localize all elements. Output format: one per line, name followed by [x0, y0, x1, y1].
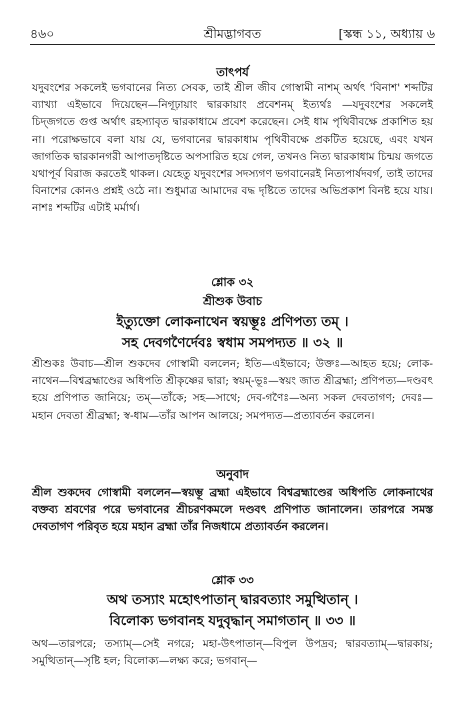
verse-32-speaker: শ্রীশুক উবাচ [203, 294, 262, 308]
verse-32-translation: শ্রীল শুকদেব গোস্বামী বললেন—স্বয়ম্ভূ ব্রহ্মা এইভাবে বিশ্বব্রহ্মাণ্ডের অধিপতি লোকনাথের বক্তব্য শ্রবণের পরে ভগবানের শ্রীচরণকমলে দণ্ডবৎ প্রণিপাত জানালেন। তারপরে সমস্ত দেবতাগণ পরিবৃত হয়ে মহান ব্রহ্মা তাঁর নিজধামে প্রত্যাবর্তন করলেন। [32, 486, 433, 534]
verse-33-line-1: অথ তস্যাং মহোৎপাতান্‌ দ্বারবত্যাং সমুত্থিতান্‌ । [106, 592, 359, 608]
verse-32-heading: শ্লোক ৩২ [211, 275, 254, 289]
verse-32-line-2: সহ দেবগণৈর্দেবঃ স্বধাম সমপদ্যত ॥ ৩২ ॥ [122, 335, 343, 351]
purport-paragraph: যদুবংশের সকলেই ভগবানের নিত্য সেবক, তাই শ্রীল জীব গোস্বামী নাশম্‌ অর্থৎ 'বিনাশ' শব্দটির ব্যাখ্যা এইভাবে দিয়েছেন—নিগূঢ়ায়াং দ্বারকায়াং প্রবেশনম্‌ ইত্যর্থঃ —যদুবংশের সকলেই চিদ্‌জগতে গুপ্ত অর্থাৎ রহস্যাবৃত দ্বারকাধামে প্রবেশ করেছেন। সেই ধাম পৃথিবীবক্ষে প্রকাশিত হয় না। পরোক্ষভাবে বলা যায় যে, ভগবানের দ্বারকাধাম পৃথিবীবক্ষে প্রকটিত হয়েছে, এবং যখন জাগতিক দ্বারকানগরী আপাতদৃষ্টিতে অপসারিত হয়ে গেল, তখনও নিত্য দ্বারকাধাম চিন্ময় জগতে যথাপূর্ব বিরাজ করতেই থাকল। যেহেতু যদুবংশের সদস্যগণ ভগবানেরই নিত্যপার্ষদবর্গ, তাই তাদের বিনাশের কোনও প্রশ্নই ওঠে না। শুধুমাত্র আমাদের বদ্ধ দৃষ্টিতে তাদের অভিপ্রকাশ বিনষ্ট হয়ে যায়। নাশঃ শব্দটির এটাই মর্মার্থ। [32, 82, 433, 215]
verse-32-synonyms: শ্রীশুকঃ উবাচ—শ্রীল শুকদেব গোস্বামী বললেন; ইতি—এইভাবে; উক্তঃ—আহত হয়ে; লোক-নাথেন—বিশ্বব্রহ্মাণ্ডের অধিপতি শ্রীকৃষ্ণের দ্বারা; স্বয়ম্‌-ভূঃ—স্বয়ং জাত শ্রীব্রহ্মা; প্রণিপত্য—দণ্ডবৎ হয়ে প্রণিপাত জানিয়ে; তম্‌—তাঁকে; সহ—সাথে; দেব-গণৈঃ—অন্য সকল দেবতাগণ; দেবঃ—মহান দেবতা শ্রীব্রহ্মা; স্ব-ধাম—তাঁর আপন আলয়ে; সমপদ্যত—প্রত্যাবর্তন করলেন। [32, 358, 433, 422]
page-header [30, 26, 435, 46]
verse-32-line-1: ইত্যুক্তো লোকনাথেন স্বয়ম্ভূঃ প্রণিপত্য তম্‌ । [116, 314, 349, 330]
book-title: শ্রীমদ্ভাগবত [203, 26, 262, 41]
verse-33-synonyms: অথ—তারপরে; তস্যাম্‌—সেই নগরে; মহা-উৎপাতান্‌—বিপুল উপদ্রব; দ্বারবত্যাম্‌—দ্বারকায়; সমুত্থিতান্‌—সৃষ্টি হল; বিলোক্য—লক্ষ্য করে; ভগবান্‌— [32, 638, 433, 668]
verse-33-heading: শ্লোক ৩৩ [211, 573, 254, 587]
verse-33-line-2: বিলোক্য ভগবানহ যদুবৃদ্ধান্‌ সমাগতান্‌ ॥ ৩৩ ॥ [109, 613, 356, 629]
header-rule [30, 44, 435, 45]
section-indicator: [স্কন্ধ ১১, অধ্যায় ৬ [338, 26, 435, 41]
page-number: ৪৬০ [30, 26, 55, 41]
verse-32-translation-heading: অনুবাদ [216, 467, 249, 481]
purport-heading: তাৎপর্য [216, 65, 249, 79]
